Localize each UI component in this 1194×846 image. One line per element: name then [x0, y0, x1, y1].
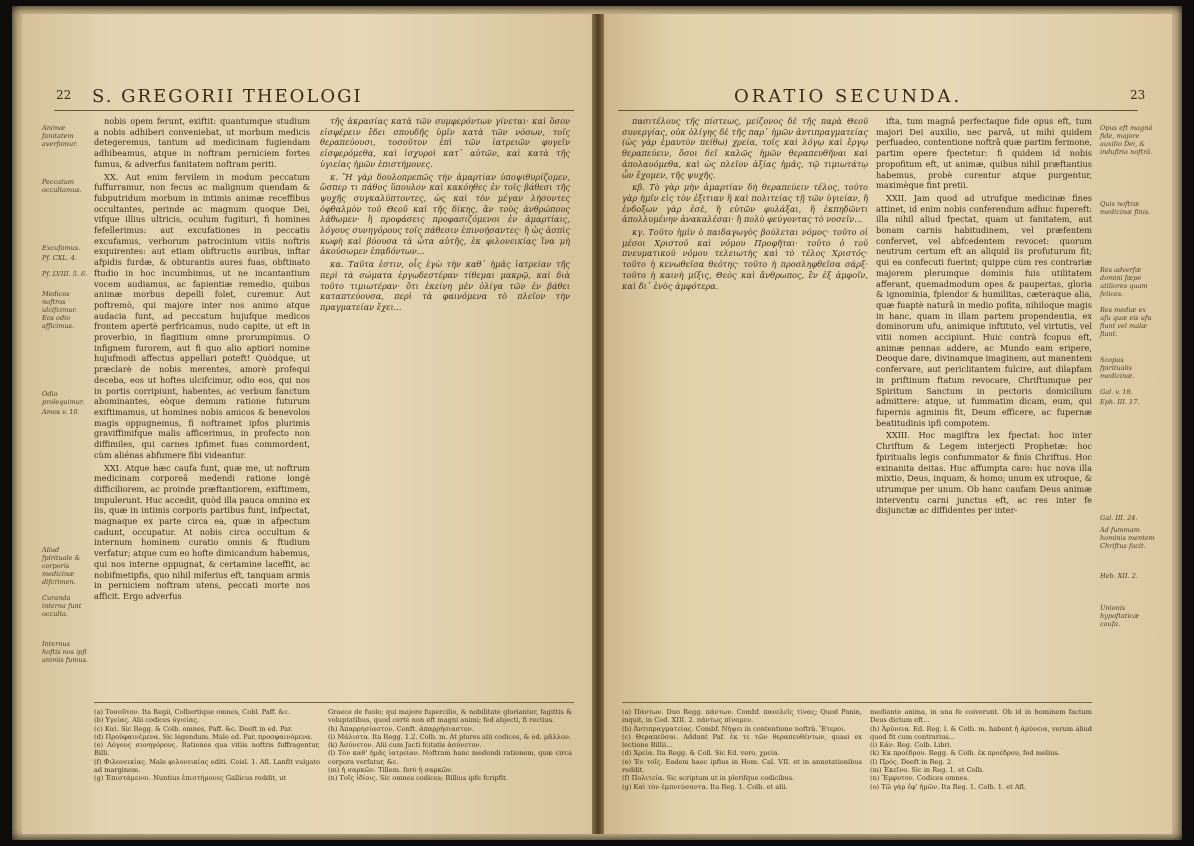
left-page-number: 22: [56, 88, 72, 102]
footnote: (m) ἡ σαρκῶν. Tillem. ferè ἡ σαρκῶν.: [328, 766, 454, 775]
left-page: [22, 14, 592, 834]
footnote: (c) Καί. Sic Regg. & Colb. omnes, Paff. &c. Deeft in ed. Par.: [94, 724, 293, 733]
footnote: (d) Προϋφαινέμενα. Sic legendum. Male ed. Par. προσφαινόμενα.: [94, 732, 313, 741]
footnote: (g) Ἐπιστάμενοι. Nuntius ἐπιστήμονες Gallicus reddit, ut: [94, 774, 287, 783]
footnote: (k) Ἐκ προέδρου. Regg. & Colb. ἐκ προέδρου, fed melius.: [870, 749, 1060, 758]
greek-paragraph-2: κβ. Τὸ γὰρ μὴν ἁμαρτίαν δὴ θεραπεύειν τέλος, τοῦτο γὰρ ἡμῖν εἰς τὸν ἐξιτιαν ἢ καὶ πολιτείας τῇ τῶν ὑγιείαν, ἢ ἐνδοξων γὰρ ἐσὲ, ἢ εὐτῶν φυλάξαι, ἢ ἐκπηδῶντι ἀπολλυμένην ἀνακαλέσαι· ἢ πολὺ φεύγοντας τὸ νοσεῖν...: [622, 182, 868, 225]
greek-paragraph-3: κα. Ταῦτα ἐστιν, οἷς ἐγὼ τὴν καθ᾽ ἡμᾶς ἰατρείαν τῆς περὶ τὰ σώματα ἐργωδεστέραν τίθεμαι μακρῷ, καὶ διὰ τοῦτο τιμιωτέραν· ὅτι ἐκείνη μὲν ὀλίγα τῶν ἐν βάθει καταπτεύουσα, περὶ τὰ φαινόμενα τὸ πλεῖον τὴν πραγματείαν ἔχει...: [320, 259, 570, 312]
left-margin-note-12: Internus hoftis nos ipfi animis fumus.: [42, 640, 89, 664]
greek-paragraph-1: τῆς ἀκρασίας κατὰ τῶν συμφερόντων γίνεται· καὶ ὅσον εἰσφέρειν ἔδει σπουδῆς ὑμῖν κατὰ τῶν νόσων, τοῖς θεραπεύουσι, τοσοῦτον ἐπὶ τῶν ἰατρειῶν φυγεῖν εἰσφερόμεθα, καὶ ἰσχυροὶ κατ᾽ αὐτῶν, καὶ κατὰ τῆς ὑγιείας ἡμῶν ἐπιστήμονες.: [320, 116, 570, 169]
right-margin-note-2: Quis noftræ medicinæ finis.: [1100, 200, 1151, 216]
footnote: mediante anima, in una fe coiverunt. Ob id in hominem factum Deus dictum eft...: [870, 708, 1092, 725]
footnote: (f) Φιλονεικίας. Male φιλονεικίας editi. Coisl. 1. Afl. Lanfit vulgato ad marginem.: [94, 757, 320, 775]
footnote: Graece de fuolo; qui majore fupercilio, & nobilitate glorianter, fagittis & voluptatibus, quod certè non eft magni animi; fed abjecti, fi rectius.: [328, 708, 572, 725]
right-footnotes-a: [622, 708, 862, 826]
left-greek-column: [320, 116, 570, 696]
footnote: (f) Πολιτεία. Sic scriptum ut in plerifque codicibus.: [622, 774, 795, 783]
book-spread: [12, 6, 1182, 840]
right-margin-note-7: Eph. III. 17.: [1100, 398, 1140, 406]
footnote: (l) Τὸν καθ' ἡμᾶς ἰατρείαν. Noftram hanc medendi rationem, quæ circa corpora verfatur, &c.: [328, 749, 572, 766]
left-footnotes-b: [328, 708, 572, 826]
right-latin-column: [876, 116, 1092, 696]
greek-paragraph-1: πασιτέλους τῆς πίστεως, μείζονος δὲ τῆς παρὰ Θεοῦ συνεργίας, οὐκ ὀλίγης δὲ τῆς παρ᾽ ἡμῶν ἀντιπραγματείας (ὡς γὰρ ἐμαυτὸν πείθω) χρεία, τοῖς καὶ λόγῳ καὶ ἔργῳ θεραπεύειν, ὅσοι δεῖ καλῶς ἡμῶν θεραπευθῆναι καὶ ἀπολαυόμεθα, καὶ ὡς πλεῖον ἀξίας ἡμᾶς, τῷ τιμιωτάτῳ ὧν ἔχομεν, τῆς ψυχῆς.: [622, 116, 868, 180]
right-margin-note-1: Opus eft magnâ fide, majore auxilio Dei, & indufiria noftrâ.: [1100, 124, 1153, 156]
footnote: (i) Μάλιστα. Ita Regg. 1.2. Colb. m. At plures alii codices, & ed. μᾶλλον.: [328, 732, 572, 741]
left-margin-note-4: Pf. CXL. 4.: [42, 254, 77, 262]
left-margin-note-11: Curanda interna funt occulta.: [42, 594, 82, 618]
left-margin-note-1: Animæ fanitatem averfamur.: [42, 124, 78, 148]
left-margin-note-5: Pf. LVIII. 5. 6.: [42, 270, 88, 278]
footnote: (b) Υγείας. Alii codices ὑγιείας.: [94, 716, 200, 725]
left-head-rule: [54, 110, 574, 111]
footnote: (m) Ἐκεῖνο. Sic in Reg. 1. et Colb.: [870, 766, 985, 775]
right-margin-note-4: Res mediæ ex ufu quæ eis ufu fiunt vel malæ fiunt.: [1100, 306, 1152, 338]
left-margin-note-3: Excufamus.: [42, 244, 81, 252]
left-margin-note-10: Aliud fpirituale & corporis medicinæ difcrimen.: [42, 546, 81, 586]
footnote: (l) Πρός. Deeft in Reg. 2.: [870, 757, 954, 766]
right-running-head: ORATIO SECUNDA.: [734, 86, 963, 107]
footnote: (h) Ἀρύνεια. Ed. Reg. l. & Colb. m. habent ἡ ἀρύνεια, verum aliud quod fit cum contrarius...: [870, 724, 1092, 741]
left-margin-note-6: Medicos noftros ulcifcimur.: [42, 290, 77, 314]
left-footnotes-a: [94, 708, 320, 826]
right-margin-note-9: Ad fummam hominis mentem Chriftus facit.: [1100, 526, 1155, 550]
left-margin-note-9: Amos v. 10.: [42, 408, 80, 416]
latin-paragraph-1: ifta, tum magnâ perfectaque fide opus eft, tum majori Dei auxilio, nec parvâ, ut mihi quidem perfuadeo, contentione noftrâ quæ partim fermone, partim opere fpectetur: fi quidem id nobis propofitum eft, ut animæ, quibus nihil præftantius habemus, probè curentur atque purgentur, maximèque fint pretii.: [876, 116, 1092, 191]
right-greek-column: [622, 116, 868, 696]
latin-paragraph-1: nobis opem ferunt, exiftit: quantumque studium a nobis adhiberi conveniebat, ut morbum medicis detegeremus, tantum ad medicinam fugiendam adhibeamus, atque in noftram perniciem fortes fumus, & adverfus fanitatem noftram periti.: [94, 116, 310, 169]
right-margin-note-3: Res adverfæ domini fæpe utiliores quam felices.: [1100, 266, 1148, 298]
right-page-number: 23: [1130, 88, 1146, 102]
footnote: (n) Ἔμφυτον. Codices omnes.: [870, 774, 970, 783]
footnote: (g) Καὶ τὸν ἐμπνεύσαντα. Ita Reg. 1. Colb. et alii.: [622, 782, 788, 791]
footnote: (i) Κἀν. Reg. Colb. Libri.: [870, 741, 952, 750]
latin-paragraph-3: XXI. Atque hæc caufa funt, quæ me, ut noftrum medicinam corporeâ medendi ratione longè difficiliorem, ac proinde præftantiorem, exiftimem, impulerunt. Huc accedit, quòd illa pauca omnino ex iis, quæ in intimis corporis partibus funt, infpectat, magnaque ex parte circa ea, quæ in afpectum cadunt, occupatur. At nobis circa occultum & internum hominem curatio omnis & ftudium verfatur; atque cum eo hofte dimicandum habemus, qui nos interne oppugnat, & certamine laceffit, ac nobifmetipfis, quo nihil miferius eft, tanquam armis in perniciem noftram utens, peccati morte nos afficit. Ergo adverfus: [94, 462, 310, 601]
footnote: (e) Ἐν τοῖς. Eadem haec ipfius in Hom. Cal. VII. et in annotationibus reddit.: [622, 757, 862, 775]
latin-paragraph-3: XXIII. Hoc magiftra lex fpectat: hoc inter Chriftum & Legem interjecti Prophetæ: hoc fpiritualis legis confummator & finis Chriftus. Hoc exinanita deitas. Huc affumpta caro: huc nova illa mixtio, Deus, inquam, & homo; unum ex utroque, & utrumque per unum. Ob hanc caufam Deus animæ interventu carni junctus eft, ac res inter fe disjunctæ ac diffidentes per inter-: [876, 430, 1092, 516]
right-footnotes-b: [870, 708, 1092, 826]
left-margin-note-8: Odio prolequimur.: [42, 390, 85, 406]
left-latin-column: [94, 116, 310, 696]
footnote: (k) Ἀσύνετον. Alii cum Jacti fcitatis ἀσύνετον.: [328, 741, 482, 750]
right-margin-note-10: Heb. XII. 2.: [1100, 572, 1138, 580]
footnote: (h) Ἀπαρρησίαστον. Conft. ἀπαρρήσιαστον.: [328, 724, 474, 733]
right-margin-note-6: Gal. v. 18.: [1100, 388, 1133, 396]
right-margin-note-8: Gal. III. 24.: [1100, 514, 1138, 522]
footnote: (c) Θεραπεῦσαι. Addunt Paf. ἐκ τε τῶν θεραπευθέντων, quasi ex lectione Billii...: [622, 732, 862, 750]
right-margin-note-11: Unionis hypoftaticæ caufa.: [1100, 604, 1140, 628]
right-head-rule: [618, 110, 1138, 111]
greek-paragraph-2: κ. Ἢ γὰρ δουλοπρεπῶς τὴν ἁμαρτίαν ὑποψιθυρίζομεν, ὥσπερ τι πάθος ὕπουλον καὶ κακόηθες ἐν τοῖς βάθεσι τῆς ψυχῆς συγκαλύπτοντες, ὡς καὶ τὸν μέγαν λήσοντες ὀφθαλμὸν τοῦ Θεοῦ καὶ τῆς δίκης, ἂν τοὺς ἀνθρώπους λάθωμεν· ἢ προφάσεις προφασιζόμενοι ἐν ἁμαρτίαις, λόγους συνηγόρους τοῖς πάθεσιν ἐπινοήσαντες· ἢ ὡς ἀσπὶς κωφὴ καὶ βύουσα τὰ ὦτα αὐτῆς, ἐκ φιλονεικίας ἵνα μὴ ἀκούσωμεν ἐπᾳδόντων...: [320, 171, 570, 257]
greek-paragraph-3: κγ. Τοῦτο ἡμῖν ὁ παιδαγωγὸς βούλεται νόμος· τοῦτο οἱ μέσοι Χριστοῦ καὶ νόμου Προφῆται· τοῦτο ὁ τοῦ πνευματικοῦ νόμου τελειωτὴς καὶ τὸ τέλος Χριστός· τοῦτο ἡ κενωθεῖσα θεότης· τοῦτο ἡ προσληφθεῖσα σάρξ· τοῦτο ἡ καινὴ μίξις, Θεὸς καὶ ἄνθρωπος, ἓν ἐξ ἀμφοῖν, καὶ δι᾽ ἑνὸς ἀμφότερα.: [622, 227, 868, 291]
footnote: (d) Χρεία. Ita Regg. & Coll. Sic Ed. vero, χρεία.: [622, 749, 780, 758]
footnote: (o) Τῶ γὰρ ἐφ' ἡμῶν. Ita Reg. 1. Colb. 1. et Afl.: [870, 782, 1026, 791]
left-margin-note-2: Peccatum occultamus.: [42, 178, 82, 194]
footnote: (n) Τοῖς ἰδίοις. Sic omnes codices; Billius ipfe fcripfit.: [328, 774, 508, 783]
left-running-head: S. GREGORII THEOLOGI: [92, 86, 363, 107]
right-page: [604, 14, 1172, 834]
right-footnote-rule: [622, 702, 1092, 703]
latin-paragraph-2: XXII. Jam quod ad utrufque medicinæ fines attinet, id enim nobis conferendum adhuc fupereft: illa nihil aliud fpectat, quam ut fanitatem, aut bonam carnis habitudinem, vel præfentem confervet, vel abfcedentem revocet: quorum neutrum certum eft an aliquid iis profuturum fit; qui ea confecuti fuerint; quippe cùm res contrariæ majorem plerumque dominis fuis utilitatem afferant, quemadmodum opes & paupertas, gloria & ignominia, fplendor & humilitas, cæteraque alia, quæ fuaptè naturâ in medio pofita, nihiloque magis in hanc, quam in illam partem propendentia, ex dominorum ufu, animique inftituto, vel virtutis, vel vitii nomen accipiunt. Huic contrà fcopus eft, animæ pennas addere, ac Mundo eam eripere, Deoque dare, divinamque imaginem, aut manentem confervare, aut periclitantem fulcire, aut dilapfam in priftinum ftatum revocare, Chriftumque per Spiritum Sanctum in pectoris domicilium admittere: atque, ut fummatim dicam, eum, qui fupernis agminis fit, Deum efficere, ac fupernæ beatitudinis ipfi compotem.: [876, 192, 1092, 428]
left-margin-note-7: Eos odio afficimus.: [42, 314, 75, 330]
footnote: (a) Τοσοῦτον. Ita Regii, Colbertique omnes, Cobl. Paff. &c.: [94, 708, 291, 716]
right-margin-note-5: Scopus fpiritualis medicinæ.: [1100, 356, 1135, 380]
footnote: (a) Πάντων. Duo Regg. πάντων. Combf. πανελεῖς τίνας; Quod Panin, inquit, in Cod. XIII. 2. πάντως πίνομεν.: [622, 708, 862, 725]
footnote: (e) Λόγους συνηγόρους. Rationes qua vitiis noftris fuffragentur, Billi.: [94, 741, 320, 758]
left-footnote-rule: [94, 702, 574, 703]
footnote: (b) Ἀντιπραγματείας. Combf. Νήψει in contentione noftrâ. Ἕτεροι.: [622, 724, 846, 733]
latin-paragraph-2: XX. Aut enim fervilem in modum peccatum fuffurramur, non fecus ac malignum quendam & fubputridum morbum in intimis animæ receffibus occultantes, perinde ac magnum quoque Dei, vifque illius ultricis, oculum fugituri, fi homines fefellerimus: aut excufationes in peccatis excufamus, verborum patrocinium vitiis noftris exquirentes: aut etiam obftructis auribus, inftar afpidis furdæ, & obturantis aures fuas, obftinato ftudio in hoc incumbimus, ut ne incantantium vocem audiamus, ac fapientiæ remedio, quibus animæ morbus depelli folet, curemur. Aut poftremò, qui majore inter nos animo atque audacia funt, ad peccatum hujufque medicos frontem apertè perfricamus, nudo capite, ut eft in proverbio, in flagitium omne prorumpimus. O infignem furorem, aut fi quo alio aptiori nomine hujufmodi affectus appellari poteft! Quòdque, ut præclarè de nobis merentes, amorè profequi deceba, eos ut hoftes ulcifcimur, odio eos, qui nos in portis corripiunt, habentes, ac verbum fanctum abominantes, eòque demum ratione futurum exiftimamus, ut homines nobis amicos & benevolos magis oppugnemus, fi noftramet ipfos plurimis graviffimifque malis afficerimus, in profecto non diffimiles, qui carnes ipfimet fuas commordent, cùm aliénas abfumere fibi videantur.: [94, 171, 310, 460]
